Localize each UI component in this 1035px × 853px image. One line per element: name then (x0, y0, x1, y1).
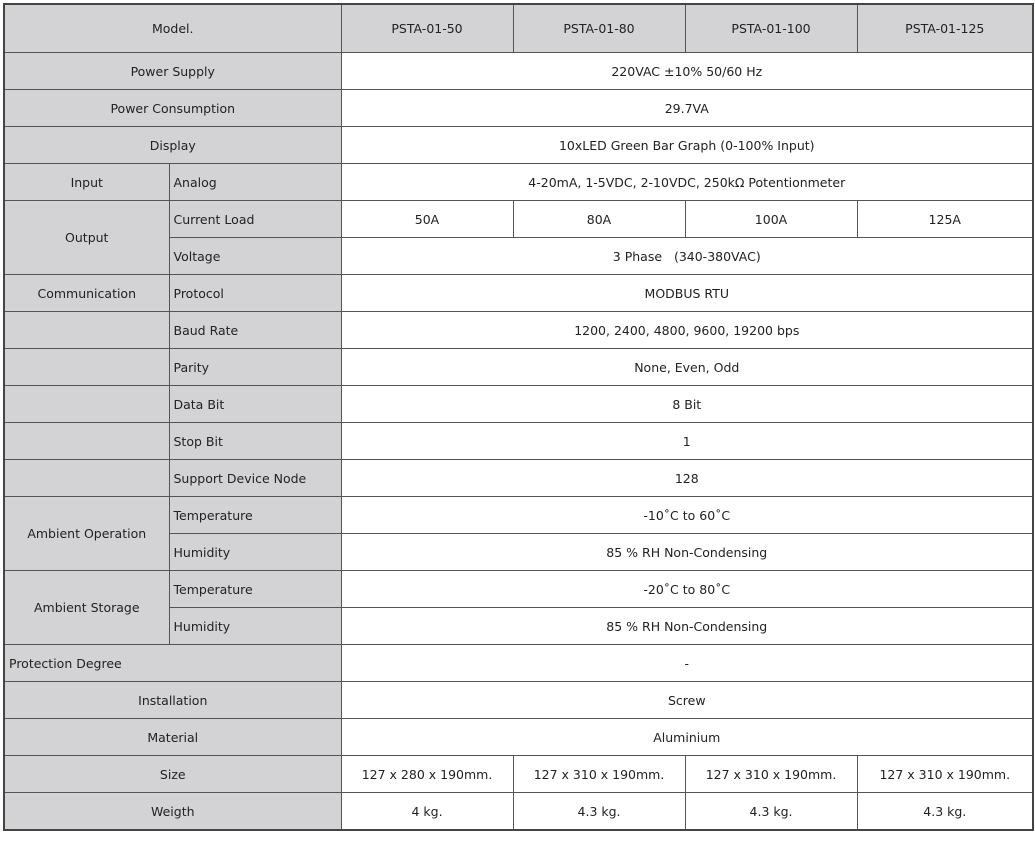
table-row (4, 645, 1033, 682)
group-label: Output (4, 201, 169, 275)
group-label-empty (4, 460, 169, 497)
group-label-empty (4, 312, 169, 349)
row-label: Power Supply (4, 53, 341, 90)
row-value: None, Even, Odd (341, 349, 1033, 386)
row-label: Protocol (169, 275, 341, 312)
model-name: PSTA-01-80 (513, 4, 685, 53)
row-value: Screw (341, 682, 1033, 719)
row-label: Material (4, 719, 341, 756)
row-value: 127 x 310 x 190mm. (685, 756, 857, 793)
row-value: -20˚C to 80˚C (341, 571, 1033, 608)
row-value: 125A (857, 201, 1033, 238)
row-value: 8 Bit (341, 386, 1033, 423)
model-name: PSTA-01-125 (857, 4, 1033, 53)
model-name: PSTA-01-50 (341, 4, 513, 53)
row-label: Display (4, 127, 341, 164)
row-label: Installation (4, 682, 341, 719)
row-value: 85 % RH Non-Condensing (341, 608, 1033, 645)
row-value: MODBUS RTU (341, 275, 1033, 312)
row-value: 127 x 280 x 190mm. (341, 756, 513, 793)
row-label: Baud Rate (169, 312, 341, 349)
row-value: 80A (513, 201, 685, 238)
row-label: Current Load (169, 201, 341, 238)
header-row (4, 4, 1033, 53)
row-value: 4-20mA, 1-5VDC, 2-10VDC, 250kΩ Potentionmeter (341, 164, 1033, 201)
group-label-empty (4, 423, 169, 460)
spec-table (3, 3, 1034, 831)
row-label: Stop Bit (169, 423, 341, 460)
row-value: 85 % RH Non-Condensing (341, 534, 1033, 571)
row-value: Aluminium (341, 719, 1033, 756)
row-value: 100A (685, 201, 857, 238)
model-header: Model. (4, 4, 341, 53)
table-row (4, 312, 1033, 349)
table-row (4, 571, 1033, 608)
group-label-empty (4, 349, 169, 386)
row-value: 220VAC ±10% 50/60 Hz (341, 53, 1033, 90)
table-row (4, 460, 1033, 497)
row-label: Protection Degree (4, 645, 341, 682)
table-row (4, 386, 1033, 423)
group-label-empty (4, 386, 169, 423)
table-row (4, 423, 1033, 460)
row-value: 128 (341, 460, 1033, 497)
table-row (4, 349, 1033, 386)
table-row (4, 53, 1033, 90)
row-value: -10˚C to 60˚C (341, 497, 1033, 534)
row-label: Size (4, 756, 341, 793)
table-row (4, 497, 1033, 534)
group-label: Ambient Storage (4, 571, 169, 645)
row-label: Analog (169, 164, 341, 201)
table-row (4, 201, 1033, 238)
table-row (4, 793, 1033, 831)
table-row (4, 682, 1033, 719)
row-label: Temperature (169, 497, 341, 534)
row-value: 1 (341, 423, 1033, 460)
table-row (4, 90, 1033, 127)
row-value: 4.3 kg. (685, 793, 857, 831)
row-value: 50A (341, 201, 513, 238)
table-row (4, 756, 1033, 793)
row-value: 10xLED Green Bar Graph (0-100% Input) (341, 127, 1033, 164)
row-value: 127 x 310 x 190mm. (857, 756, 1033, 793)
row-value: 127 x 310 x 190mm. (513, 756, 685, 793)
row-label: Data Bit (169, 386, 341, 423)
row-label: Temperature (169, 571, 341, 608)
row-label: Power Consumption (4, 90, 341, 127)
table-row (4, 164, 1033, 201)
row-label: Weigth (4, 793, 341, 831)
model-name: PSTA-01-100 (685, 4, 857, 53)
row-label: Voltage (169, 238, 341, 275)
group-label: Communication (4, 275, 169, 312)
row-value: 1200, 2400, 4800, 9600, 19200 bps (341, 312, 1033, 349)
table-row (4, 275, 1033, 312)
row-label: Parity (169, 349, 341, 386)
row-label: Support Device Node (169, 460, 341, 497)
table-row (4, 127, 1033, 164)
row-label: Humidity (169, 608, 341, 645)
group-label: Input (4, 164, 169, 201)
group-label: Ambient Operation (4, 497, 169, 571)
table-row (4, 719, 1033, 756)
row-label: Humidity (169, 534, 341, 571)
row-value: 4 kg. (341, 793, 513, 831)
row-value: 3 Phase (340-380VAC) (341, 238, 1033, 275)
row-value: 29.7VA (341, 90, 1033, 127)
row-value: 4.3 kg. (857, 793, 1033, 831)
row-value: 4.3 kg. (513, 793, 685, 831)
row-value: - (341, 645, 1033, 682)
